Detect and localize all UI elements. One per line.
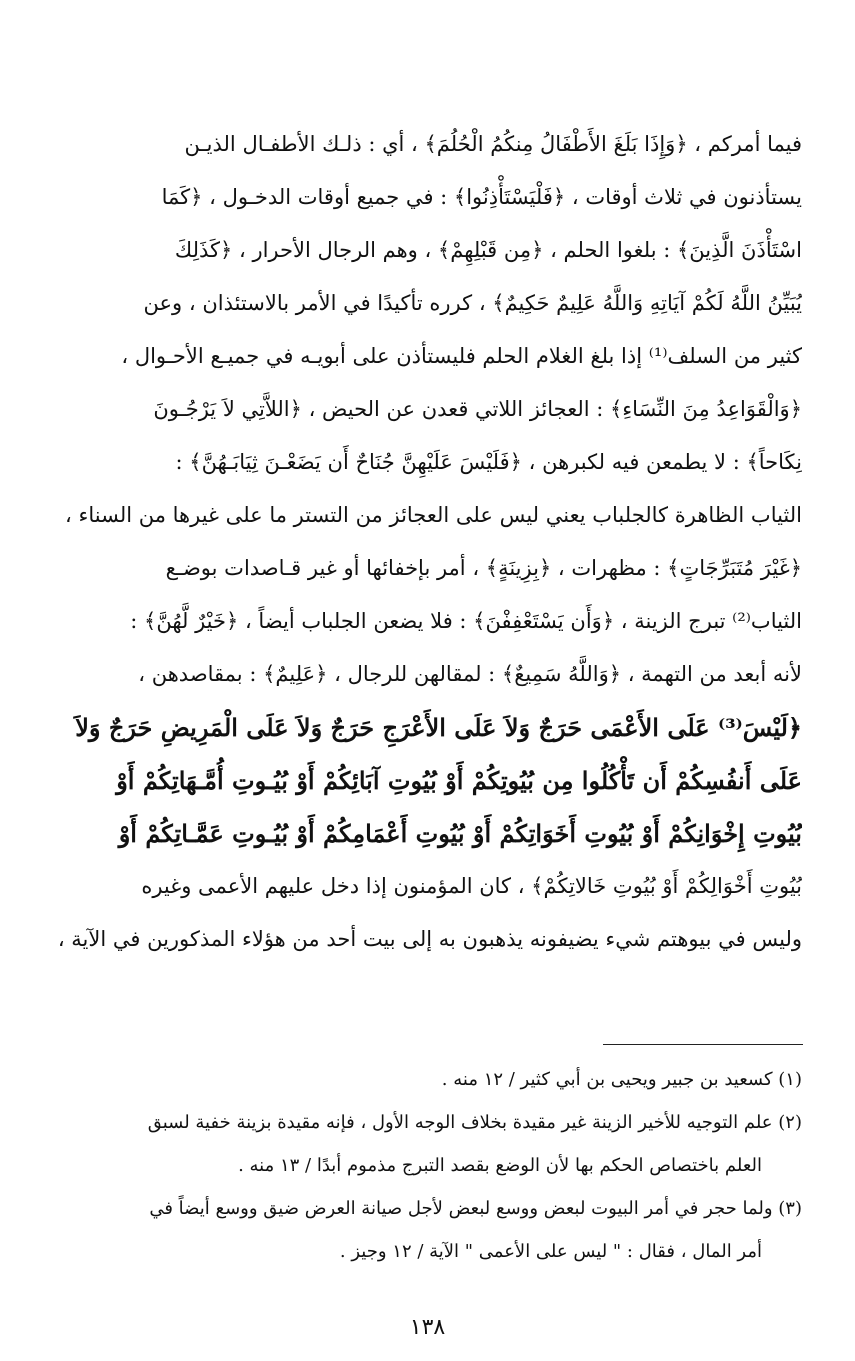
body-line: ﴿غَيْرَ مُتَبَرِّجَاتٍ﴾ : مظهرات ، ﴿بِزِينَةٍ﴾ ، أمر بإخفائها أو غير قـاصدات بوضـع: [165, 556, 802, 580]
body-line: وليس في بيوهتم شيء يضيفونه يذهبون به إلى بيت أحد من هؤلاء المذكورين في الآية ،: [57, 927, 802, 951]
footnote-3: (٣) ولما حجر في أمر البيوت لبعض ووسع لبعض لأجل صيانة العرض ضيق ووسع أيضاً في: [149, 1198, 802, 1219]
footnote-2-continuation: العلم باختصاص الحكم بها لأن الوضع بقصد التبرج مذموم أبدًا / ١٣ منه .: [238, 1155, 762, 1176]
body-line-verse: ﴿لَيْسَ⁽³⁾ عَلَى الأَعْمَى حَرَجٌ وَلاَ عَلَى الأَعْرَجِ حَرَجٌ وَلاَ عَلَى الْمَرِيضِ حَرَجٌ وَلاَ: [75, 713, 802, 742]
footnote-2: (٢) علم التوجيه للأخير الزينة غير مقيدة بخلاف الوجه الأول ، فإنه مقيدة بزينة خفية لسبق: [147, 1112, 802, 1133]
body-line: فيما أمركم ، ﴿وَإِذَا بَلَغَ الأَطْفَالُ مِنكُمُ الْحُلُمَ﴾ ، أي : ذلـك الأطفـال الذيـن: [184, 132, 802, 156]
body-line: لأنه أبعد من التهمة ، ﴿وَاللَّهُ سَمِيعٌ﴾ : لمقالهن للرجال ، ﴿عَلِيمٌ﴾ : بمقاصدهن ،: [138, 662, 802, 686]
body-line: الثياب الظاهرة كالجلباب يعني ليس على العجائز من التستر ما على غيرها من السناء ،: [65, 503, 802, 527]
body-line: نِكَاحاً﴾ : لا يطمعن فيه لكبرهن ، ﴿فَلَيْسَ عَلَيْهِنَّ جُنَاحٌ أَن يَضَعْـنَ ثِيَابَـهُنَّ﴾ :: [175, 450, 802, 474]
body-line: اسْتَأْذَنَ الَّذِينَ﴾ : بلغوا الحلم ، ﴿مِن قَبْلِهِمْ﴾ ، وهم الرجال الأحرار ، ﴿كَذَلِكَ: [174, 238, 802, 262]
body-line: يستأذنون في ثلاث أوقات ، ﴿فَلْيَسْتَأْذِنُوا﴾ : في جميع أوقات الدخـول ، ﴿كَمَا: [161, 185, 802, 209]
body-line: كثير من السلف⁽¹⁾ إذا بلغ الغلام الحلم فليستأذن على أبويـه في جميـع الأحـوال ،: [121, 344, 802, 368]
footnotes: [40, 1058, 802, 1273]
footnote-1: (١) كسعيد بن جبير ويحيى بن أبي كثير / ١٢ منه .: [441, 1069, 802, 1090]
footnote-divider: [603, 1044, 803, 1045]
body-line-verse: عَلَى أَنفُسِكُمْ أَن تَأْكُلُوا مِن بُيُوتِكُمْ أَوْ بُيُوتِ آبَائِكُمْ أَوْ بُيُـوتِ أُمَّـهَاتِكُمْ أَوْ: [116, 766, 802, 795]
body-line: بُيُوتِ أَخْوَالِكُمْ أَوْ بُيُوتِ خَالاتِكُمْ﴾ ، كان المؤمنون إذا دخل عليهم الأعمى وغيره: [141, 874, 802, 898]
body-line-verse: بُيُوتِ إِخْوَانِكُمْ أَوْ بُيُوتِ أَخَوَاتِكُمْ أَوْ بُيُوتِ أَعْمَامِكُمْ أَوْ بُيُـوتِ عَمَّـاتِكُمْ أَوْ: [118, 819, 802, 848]
footnote-3-continuation: أمر المال ، فقال : " ليس على الأعمى " الآية / ١٢ وجيز .: [339, 1241, 762, 1262]
main-body-text: [52, 118, 802, 966]
body-line: الثياب⁽²⁾ تبرج الزينة ، ﴿وَأَن يَسْتَعْفِفْنَ﴾ : فلا يضعن الجلباب أيضاً ، ﴿خَيْرٌ لَّهُنَّ﴾ :: [130, 609, 802, 633]
page-number: ١٣٨: [409, 1315, 446, 1340]
body-line: يُبَيِّنُ اللَّهُ لَكُمْ آيَاتِهِ وَاللَّهُ عَلِيمٌ حَكِيمٌ﴾ ، كرره تأكيدًا في الأمر بالاستئذان ، وعن: [143, 291, 802, 315]
body-line: ﴿وَالْقَوَاعِدُ مِنَ النِّسَاءِ﴾ : العجائز اللاتي قعدن عن الحيض ، ﴿اللاَّتِي لاَ يَرْجُـونَ: [153, 397, 802, 421]
